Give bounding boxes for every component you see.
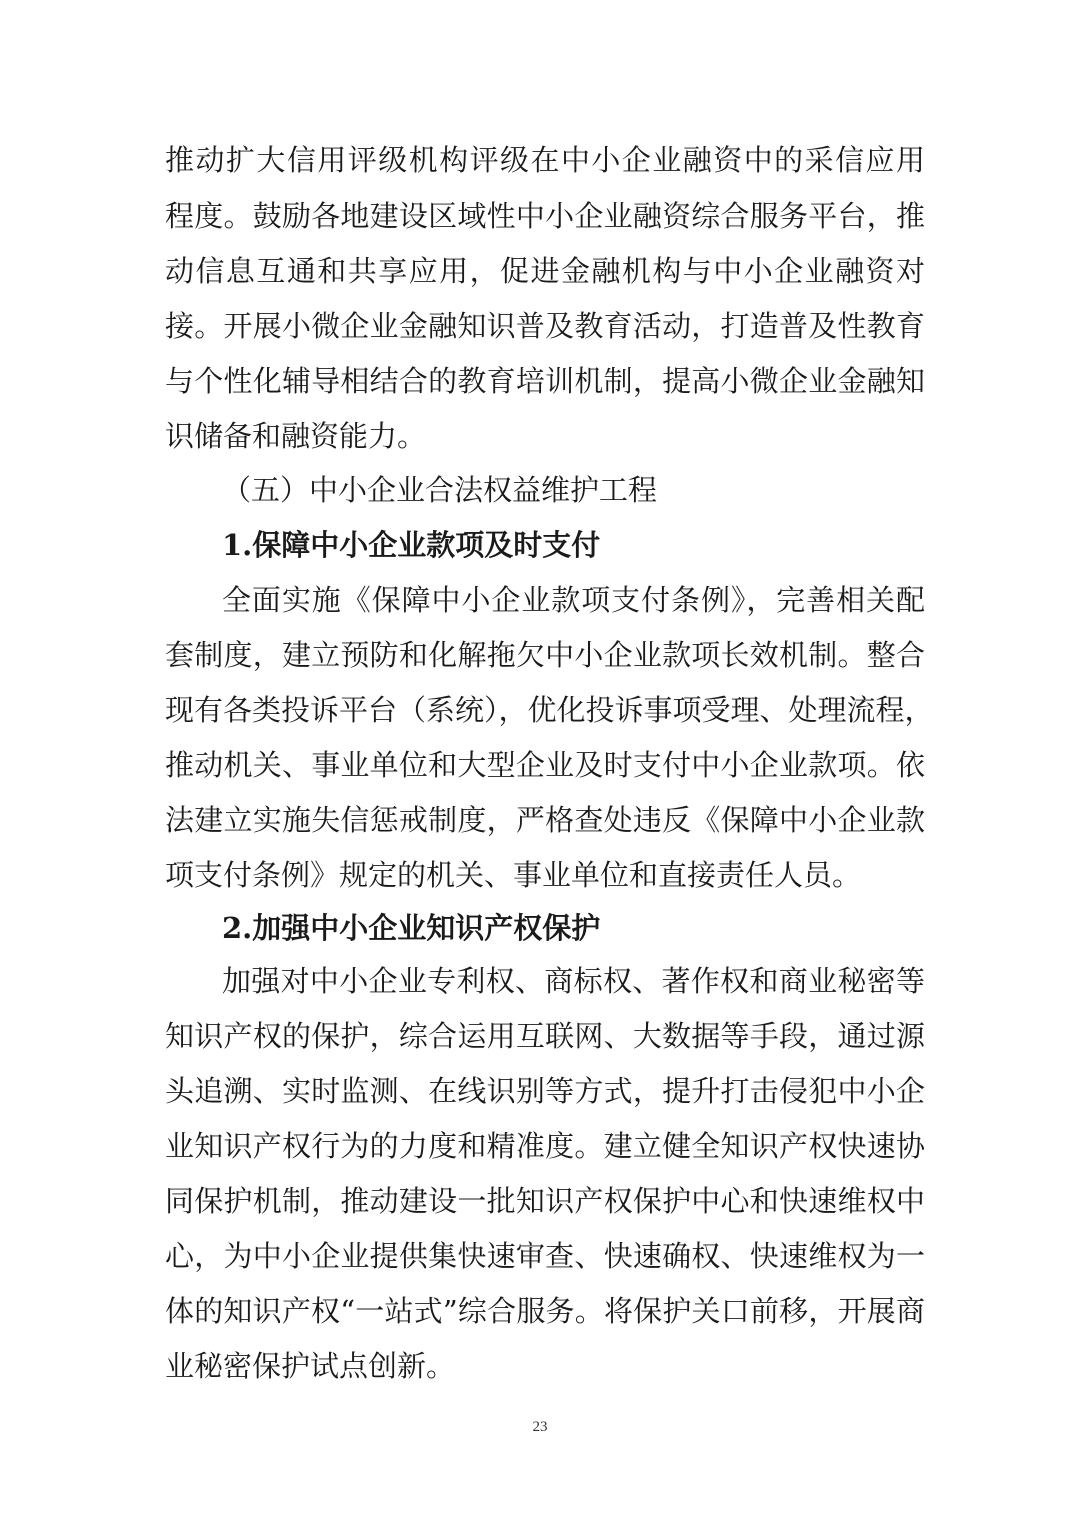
heading-payment: 1.保障中小企业款项及时支付 xyxy=(222,528,601,562)
section-title: （五）中小企业合法权益维护工程 xyxy=(222,473,658,507)
text-line: 接。开展小微企业金融知识普及教育活动，打造普及性教育 xyxy=(165,309,925,343)
text-line: 推动机关、事业单位和大型企业及时支付中小企业款项。依 xyxy=(165,748,925,782)
page-number: 23 xyxy=(532,1419,548,1435)
text-line: 心，为中小企业提供集快速审查、快速确权、快速维权为一 xyxy=(165,1239,925,1273)
heading-ip-protection: 2.加强中小企业知识产权保护 xyxy=(222,911,601,945)
text-line: 动信息互通和共享应用，促进金融机构与中小企业融资对 xyxy=(165,254,925,288)
text-line: 套制度，建立预防和化解拖欠中小企业款项长效机制。整合 xyxy=(165,638,925,672)
text-line: 与个性化辅导相结合的教育培训机制，提高小微企业金融知 xyxy=(165,364,925,398)
text-line: 推动扩大信用评级机构评级在中小企业融资中的采信应用 xyxy=(165,143,925,177)
text-line: 同保护机制，推动建设一批知识产权保护中心和快速维权中 xyxy=(165,1184,925,1218)
text-line: 加强对中小企业专利权、商标权、著作权和商业秘密等 xyxy=(222,964,925,998)
text-line: 项支付条例》规定的机关、事业单位和直接责任人员。 xyxy=(165,858,862,892)
text-line: 程度。鼓励各地建设区域性中小企业融资综合服务平台，推 xyxy=(165,199,925,233)
text-line: 业知识产权行为的力度和精准度。建立健全知识产权快速协 xyxy=(165,1129,925,1163)
text-line: 头追溯、实时监测、在线识别等方式，提升打击侵犯中小企 xyxy=(165,1074,925,1108)
text-line: 现有各类投诉平台（系统），优化投诉事项受理、处理流程， xyxy=(165,693,934,727)
text-line: 全面实施《保障中小企业款项支付条例》，完善相关配 xyxy=(222,583,925,617)
text-line: 法建立实施失信惩戒制度，严格查处违反《保障中小企业款 xyxy=(165,803,925,837)
text-line: 识储备和融资能力。 xyxy=(165,419,427,453)
text-line: 业秘密保护试点创新。 xyxy=(165,1349,456,1383)
text-line: 体的知识产权“一站式”综合服务。将保护关口前移，开展商 xyxy=(165,1294,925,1328)
text-line: 知识产权的保护，综合运用互联网、大数据等手段，通过源 xyxy=(165,1019,925,1053)
